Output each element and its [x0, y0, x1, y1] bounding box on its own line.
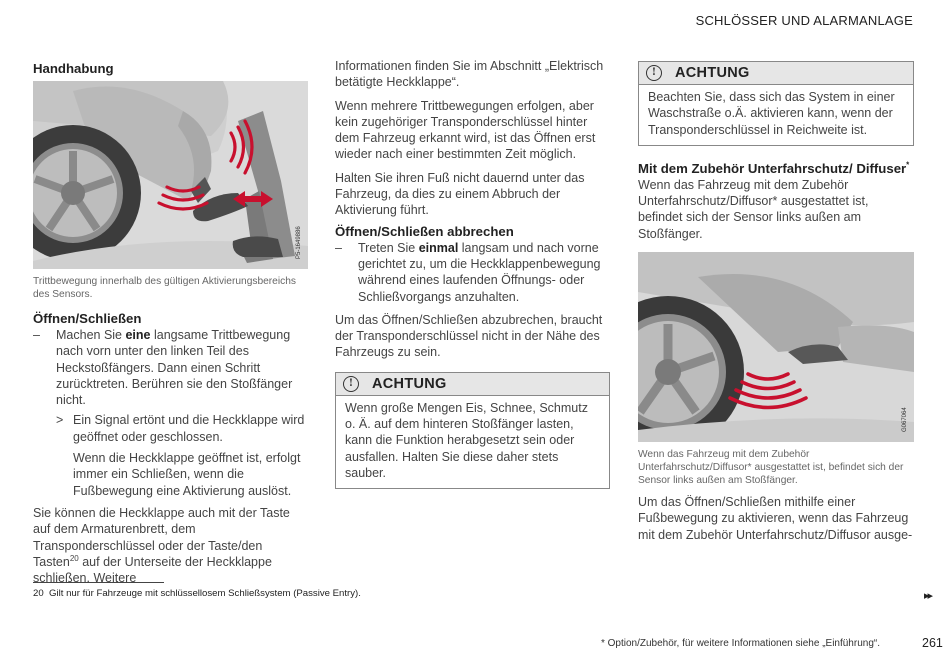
abort-text-pre: Treten Sie	[358, 240, 419, 255]
step-result	[33, 412, 308, 445]
warning-header	[639, 62, 913, 85]
abort-text-post: langsam und nach vorne gerichtet zu, um die Heckklappenbewegung während eines laufenden Öffnungs- oder Schließvorgangs anzuhalten.	[358, 240, 601, 304]
para-accessory-post: ausgestattet ist, befindet sich der Sensor links außen am Stoßfänger.	[638, 194, 869, 241]
para-accessory	[638, 177, 914, 242]
foot-motion-illustration	[33, 81, 308, 269]
warning-title: ACHTUNG	[675, 64, 750, 81]
warning-header	[336, 373, 609, 396]
figure-diffuser-sensor	[638, 252, 914, 442]
warning-box-ice	[335, 372, 610, 489]
footnote	[33, 588, 361, 599]
para-accessory-text: Wenn das Fahrzeug mit dem Zubehör Unterfahrschutz/Diffusor	[638, 177, 849, 209]
section-title: SCHLÖSSER UND ALARMANLAGE	[695, 13, 913, 28]
figure-id: G067064	[902, 407, 908, 433]
dash-marker: –	[335, 240, 342, 255]
footnote-ref: 20	[69, 553, 79, 563]
footnote-divider	[33, 582, 164, 583]
option-star: *	[772, 194, 778, 209]
column-right	[638, 61, 914, 543]
para-key-distance: Um das Öffnen/Schließen abzubrechen, braucht der Transponderschlüssel nicht in der Nähe des Fahrzeugs zu sein.	[335, 312, 603, 360]
step-text-bold: eine	[125, 328, 151, 342]
warning-box-carwash	[638, 61, 914, 146]
dash-marker: –	[33, 328, 40, 342]
footer-option-note: * Option/Zubehör, für weitere Informationen siehe „Einführung“.	[600, 638, 880, 649]
warning-title: ACHTUNG	[372, 375, 447, 392]
para-hold-foot: Halten Sie ihren Fuß nicht dauernd unter das Fahrzeug, da dies zu einem Abbruch der Aktivierung führt.	[335, 170, 585, 218]
abort-list-item	[335, 240, 610, 305]
footnote-number: 20	[33, 588, 44, 599]
diffuser-sensor-illustration	[638, 252, 914, 442]
step-list-item	[33, 327, 308, 408]
figure-foot-motion	[33, 81, 308, 269]
warning-body: Wenn große Mengen Eis, Schnee, Schmutz o. Ä. auf dem hinteren Stoßfänger lasten, kann die Funktion herabgesetzt sein oder ausfallen. Halten Sie diese daher stets sauber.	[345, 400, 588, 480]
result-marker: >	[56, 413, 64, 428]
heading-accessory	[638, 160, 914, 177]
warning-icon: !	[646, 65, 662, 81]
step-note: Wenn die Heckklappe geöffnet ist, erfolgt immer ein Schließen, wenn die Fußbewegung eine Aktivierung auslöst.	[73, 451, 301, 498]
heading-accessory-text: Mit dem Zubehör Unterfahrschutz/ Diffuser	[638, 160, 907, 176]
step-text-post: langsame Trittbewegung nach vorn unter den linken Teil des Heckstoßfängers. Dann einen Schritt zurücktreten. Berühren sie den Stoßfänger nicht.	[56, 328, 293, 408]
abort-text-bold: einmal	[418, 240, 459, 255]
figure-caption: Trittbewegung innerhalb des gültigen Aktivierungsbereichs des Sensors.	[33, 276, 296, 300]
para-info: Informationen finden Sie im Abschnitt „Elektrisch betätigte Heckklappe“.	[335, 59, 604, 90]
para-close-options	[33, 505, 308, 586]
heading-handling: Handhabung	[33, 61, 114, 76]
next-page-arrow-icon: ▸▸	[924, 590, 932, 602]
para-close-pre: Sie können die Heckklappe auch mit der Taste auf dem Armaturenbrett, dem Transponderschlüssel oder der Taste/den Tasten	[33, 505, 290, 569]
heading-open-close: Öffnen/Schließen	[33, 311, 142, 326]
para-foot-activation: Um das Öffnen/Schließen mithilfe einer Fußbewegung zu aktivieren, wenn das Fahrzeug mit dem Zubehör Unterfahrschutz/Diffusor ausge-	[638, 495, 913, 542]
option-star: *	[906, 160, 910, 170]
figure-caption: Wenn das Fahrzeug mit dem Zubehör Unterfahrschutz/Diffusor* ausgestattet ist, befindet sich der Sensor links außen am Stoßfänger.	[638, 449, 904, 487]
figure-id: P5-1649886	[296, 226, 302, 259]
footnote-text: Gilt nur für Fahrzeuge mit schlüssellosem Schließsystem (Passive Entry).	[49, 588, 361, 599]
heading-abort: Öffnen/Schließen abbrechen	[335, 223, 514, 239]
result-text: Ein Signal ertönt und die Heckklappe wird geöffnet oder geschlossen.	[73, 413, 305, 444]
column-left	[33, 58, 308, 586]
warning-icon: !	[343, 376, 359, 392]
column-middle	[335, 58, 610, 489]
step-text-pre: Machen Sie	[56, 328, 126, 342]
page-number: 261	[922, 636, 943, 650]
para-multiple-steps: Wenn mehrere Trittbewegungen erfolgen, aber kein zugehöriger Transponderschlüssel hinter dem Fahrzeug erkannt wird, ist das Öffnen erst wieder nach einer bestimmten Zeit möglich.	[335, 98, 596, 162]
para-close-post: auf der Unterseite der Heckklappe schließen. Weitere	[33, 554, 272, 586]
warning-body: Beachten Sie, dass sich das System in einer Waschstraße o.Ä. aktivieren kann, wenn der Transponderschlüssel in Reichweite ist.	[648, 90, 895, 137]
